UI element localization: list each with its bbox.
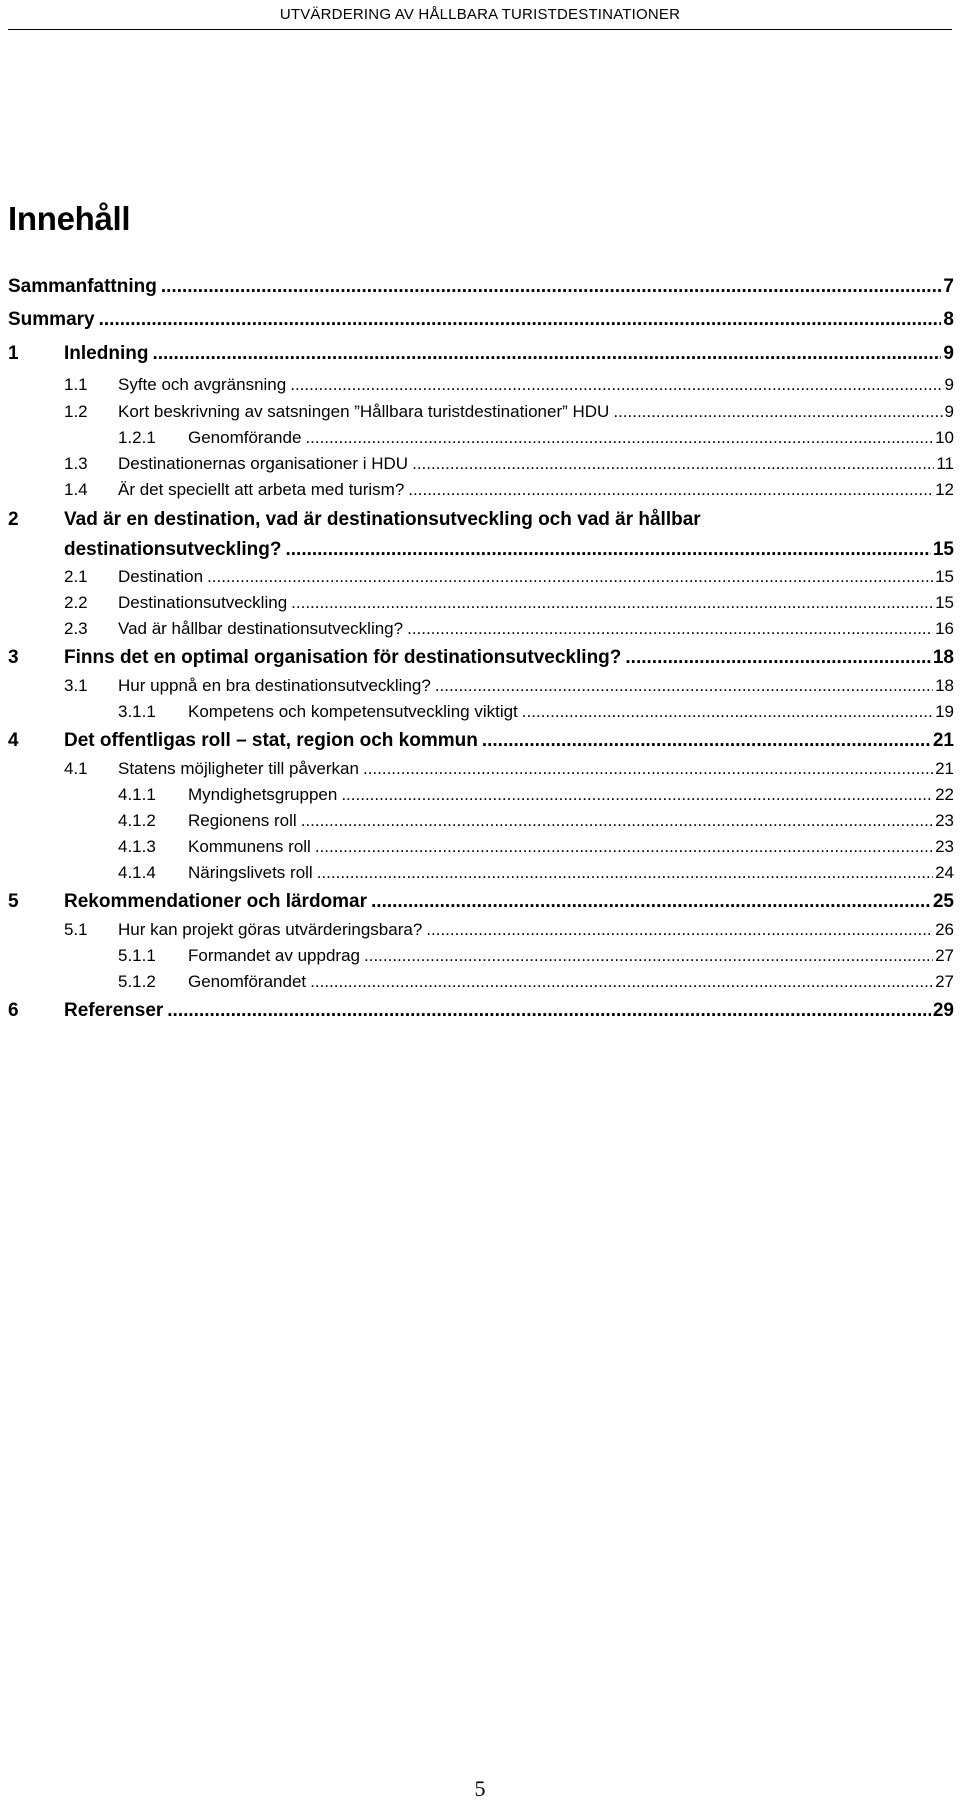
toc-entry[interactable] bbox=[0, 676, 960, 698]
toc-entry[interactable] bbox=[0, 509, 960, 563]
toc-leader-dots bbox=[207, 567, 933, 587]
toc-entry[interactable] bbox=[0, 702, 960, 724]
toc-entry[interactable] bbox=[0, 647, 960, 671]
toc-entry-number: 5 bbox=[8, 891, 19, 912]
toc-entry-page: 29 bbox=[932, 1000, 954, 1021]
toc-entry-title: Destinationernas organisationer i HDU bbox=[118, 454, 409, 473]
toc-entry[interactable] bbox=[0, 480, 960, 502]
toc-entry-number: 2.3 bbox=[64, 619, 88, 638]
toc-entry-page: 10 bbox=[935, 428, 954, 447]
toc-entry-page: 9 bbox=[943, 343, 954, 364]
toc-leader-dots bbox=[482, 730, 931, 752]
toc-entry-title: Referenser bbox=[64, 1000, 164, 1021]
toc-entry-page: 12 bbox=[935, 480, 954, 499]
toc-entry-number: 3.1.1 bbox=[118, 702, 156, 721]
toc-entry-page: 11 bbox=[936, 454, 954, 473]
toc-entry-title: Hur uppnå en bra destinationsutveckling? bbox=[118, 676, 431, 695]
toc-entry-page: 23 bbox=[935, 837, 954, 856]
toc-entry[interactable] bbox=[0, 276, 960, 300]
toc-entry-title: Är det speciellt att arbeta med turism? bbox=[118, 480, 405, 499]
toc-entry-page: 9 bbox=[944, 375, 954, 394]
toc-leader-dots bbox=[426, 920, 933, 940]
toc-entry-number: 3 bbox=[8, 647, 19, 668]
toc-entry[interactable] bbox=[0, 375, 960, 397]
toc-entry[interactable] bbox=[0, 309, 960, 333]
toc-entry-number: 1 bbox=[8, 343, 19, 364]
toc-entry-title: Genomförandet bbox=[188, 972, 307, 991]
toc-entry-page: 23 bbox=[935, 811, 954, 830]
toc-entry-page: 19 bbox=[935, 702, 954, 721]
header-rule bbox=[8, 29, 952, 30]
toc-leader-dots bbox=[371, 891, 931, 913]
toc-leader-dots bbox=[341, 785, 933, 805]
toc-leader-dots bbox=[301, 811, 933, 831]
toc-entry-title: Syfte och avgränsning bbox=[118, 375, 287, 394]
toc-leader-dots bbox=[305, 428, 933, 448]
toc-entry-number: 3.1 bbox=[64, 676, 88, 695]
toc-entry-page: 18 bbox=[935, 676, 954, 695]
running-header: UTVÄRDERING AV HÅLLBARA TURISTDESTINATIONER bbox=[279, 6, 681, 23]
toc-entry-title: Destinationsutveckling bbox=[118, 593, 288, 612]
toc-entry-number: 1.3 bbox=[64, 454, 88, 473]
toc-entry[interactable] bbox=[0, 402, 960, 424]
toc-entry-title: Rekommendationer och lärdomar bbox=[64, 891, 368, 912]
toc-entry-number: 6 bbox=[8, 1000, 19, 1021]
toc-entry-title: Näringslivets roll bbox=[188, 863, 313, 882]
toc-entry[interactable] bbox=[0, 593, 960, 615]
toc-entry-page: 15 bbox=[935, 567, 954, 586]
toc-entry[interactable] bbox=[0, 567, 960, 589]
toc-entry-number: 5.1.2 bbox=[118, 972, 156, 991]
toc-entry-number: 2 bbox=[8, 509, 19, 530]
toc-entry-number: 1.4 bbox=[64, 480, 88, 499]
toc-entry-title: Vad är hållbar destinationsutveckling? bbox=[118, 619, 404, 638]
toc-entry-number: 2.1 bbox=[64, 567, 88, 586]
toc-entry[interactable] bbox=[0, 946, 960, 968]
toc-entry-number: 5.1.1 bbox=[118, 946, 156, 965]
toc-entry-page: 22 bbox=[935, 785, 954, 804]
toc-leader-dots bbox=[613, 402, 942, 422]
toc-entry-title: Genomförande bbox=[188, 428, 302, 447]
toc-entry-number: 5.1 bbox=[64, 920, 88, 939]
toc-entry[interactable] bbox=[0, 785, 960, 807]
toc-entry[interactable] bbox=[0, 730, 960, 754]
toc-entry[interactable] bbox=[0, 811, 960, 833]
toc-entry-page: 16 bbox=[935, 619, 954, 638]
toc-entry-page: 15 bbox=[932, 539, 954, 560]
toc-leader-dots bbox=[625, 647, 930, 669]
toc-entry-number: 4 bbox=[8, 730, 19, 751]
toc-entry-title: Sammanfattning bbox=[8, 276, 157, 297]
toc-entry-title: Summary bbox=[8, 309, 95, 330]
toc-leader-dots bbox=[407, 619, 933, 639]
toc-entry-number: 1.2 bbox=[64, 402, 88, 421]
toc-entry-title: Kommunens roll bbox=[188, 837, 311, 856]
toc-entry-title: Hur kan projekt göras utvärderingsbara? bbox=[118, 920, 423, 939]
toc-entry-number: 4.1 bbox=[64, 759, 88, 778]
toc-leader-dots bbox=[290, 375, 942, 395]
toc-entry-page: 21 bbox=[932, 730, 954, 751]
toc-leader-dots bbox=[315, 837, 933, 857]
toc-entry-page: 25 bbox=[932, 891, 954, 912]
toc-entry[interactable] bbox=[0, 343, 960, 367]
toc-entry[interactable] bbox=[0, 759, 960, 781]
page-number: 5 bbox=[474, 1776, 486, 1801]
toc-entry-title: Vad är en destination, vad är destinationsutveckling och vad är hållbar bbox=[64, 509, 701, 530]
toc-entry-title: Inledning bbox=[64, 343, 149, 364]
toc-entry[interactable] bbox=[0, 454, 960, 476]
toc-entry-number: 1.2.1 bbox=[118, 428, 156, 447]
toc-entry-title: Det offentligas roll – stat, region och kommun bbox=[64, 730, 478, 751]
toc-heading: Innehåll bbox=[8, 200, 131, 237]
toc-leader-dots bbox=[364, 946, 933, 966]
toc-entry-title: Kort beskrivning av satsningen ”Hållbara turistdestinationer” HDU bbox=[118, 402, 610, 421]
toc-entry-page: 8 bbox=[943, 309, 954, 330]
toc-entry[interactable] bbox=[0, 619, 960, 641]
toc-leader-dots bbox=[310, 972, 933, 992]
toc-entry-page: 9 bbox=[944, 402, 954, 421]
toc-leader-dots bbox=[167, 1000, 931, 1022]
toc-entry-page: 15 bbox=[935, 593, 954, 612]
toc-entry-page: 27 bbox=[935, 972, 954, 991]
toc-entry-title: Kompetens och kompetensutveckling viktigt bbox=[188, 702, 518, 721]
toc-leader-dots bbox=[522, 702, 933, 722]
toc-leader-dots bbox=[152, 343, 941, 365]
toc-leader-dots bbox=[408, 480, 933, 500]
toc-leader-dots bbox=[317, 863, 933, 883]
toc-entry[interactable] bbox=[0, 891, 960, 915]
toc-entry-title: Destination bbox=[118, 567, 204, 586]
toc-entry-title: Statens möjligheter till påverkan bbox=[118, 759, 359, 778]
toc-entry-page: 26 bbox=[935, 920, 954, 939]
toc-entry-title: Finns det en optimal organisation för destinationsutveckling? bbox=[64, 647, 622, 668]
toc-entry-number: 4.1.4 bbox=[118, 863, 156, 882]
toc-entry-page: 18 bbox=[932, 647, 954, 668]
toc-entry[interactable] bbox=[0, 1000, 960, 1024]
toc-entry-number: 4.1.1 bbox=[118, 785, 156, 804]
toc-leader-dots bbox=[161, 276, 942, 298]
toc-entry-number: 2.2 bbox=[64, 593, 88, 612]
toc-entry-page: 21 bbox=[935, 759, 954, 778]
toc-entry-title-continued: destinationsutveckling? bbox=[64, 539, 282, 560]
toc-entry[interactable] bbox=[0, 972, 960, 994]
toc-entry[interactable] bbox=[0, 863, 960, 885]
toc-entry-number: 4.1.2 bbox=[118, 811, 156, 830]
toc-leader-dots bbox=[363, 759, 933, 779]
toc-entry-page: 27 bbox=[935, 946, 954, 965]
toc-leader-dots bbox=[285, 539, 930, 561]
toc-leader-dots bbox=[99, 309, 942, 331]
toc-entry[interactable] bbox=[0, 837, 960, 859]
toc-leader-dots bbox=[291, 593, 933, 613]
toc-entry-title: Regionens roll bbox=[188, 811, 297, 830]
toc-leader-dots bbox=[435, 676, 933, 696]
toc-entry[interactable] bbox=[0, 428, 960, 450]
toc-entry-page: 24 bbox=[935, 863, 954, 882]
toc-leader-dots bbox=[412, 454, 934, 474]
toc-entry[interactable] bbox=[0, 920, 960, 942]
toc-entry-title: Myndighetsgruppen bbox=[188, 785, 338, 804]
toc-entry-number: 1.1 bbox=[64, 375, 88, 394]
toc-entry-page: 7 bbox=[943, 276, 954, 297]
toc-entry-number: 4.1.3 bbox=[118, 837, 156, 856]
toc-entry-title: Formandet av uppdrag bbox=[188, 946, 360, 965]
